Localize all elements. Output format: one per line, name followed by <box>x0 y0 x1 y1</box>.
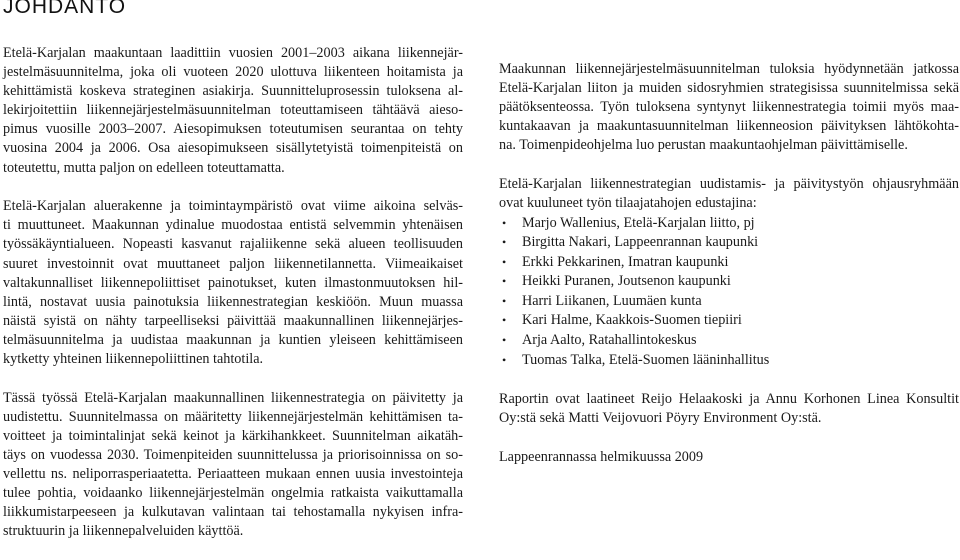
text-line: liikkumistarpeeseen ja kulkutavan valintaan tai tehostamalla nykyisen infra- <box>3 504 463 521</box>
text-line: päätöksenteossa. Työn tuloksena syntynyt liikennestrategia toimii myös maa- <box>499 99 959 116</box>
text-line: ti muuttuneet. Maakunnan ydinalue muodostaa entistä selvemmin yhtenäisen <box>3 217 463 234</box>
usage-paragraph <box>499 60 959 155</box>
text-line: Etelä-Karjalan liiton ja muiden sidosryhmien strategisissa suunnitelmissa sekä <box>499 80 959 97</box>
text-line: voitteet ja toimintalinjat sekä keinot ja kärkihankkeet. Suunnitelman aikatäh- <box>3 427 463 444</box>
text-line: pimus vuosille 2003–2007. Aiesopimuksen toteutumisen seurantaa on tehty <box>3 121 463 138</box>
list-item <box>499 331 959 351</box>
text-line: suuret investoinnit ovat muuttaneet paljon liikennetilannetta. Viimeaikaiset <box>3 255 463 272</box>
text-line: Maakunnan liikennejärjestelmäsuunnitelman tuloksia hyödynnetään jatkossa <box>499 61 959 77</box>
text-line: struktuurin ja liikennepalveluiden käyttöä. <box>3 523 244 540</box>
text-line: Etelä-Karjalan liikennestrategian uudistamis- ja päivitystyön ohjausryhmään <box>499 176 959 193</box>
steering-group-list <box>499 213 959 370</box>
text-line: vuosina 2004 ja 2006. Osa aiesopimukseen sisällytetyistä toimenpiteistä on <box>3 140 463 157</box>
text-line: lekirjoitettiin liikennejärjestelmäsuunnitelman toteuttamiseen tähtäävä aieso- <box>3 102 463 119</box>
list-item <box>499 272 959 292</box>
context-paragraph <box>3 197 463 369</box>
right-column <box>499 60 959 467</box>
list-item <box>499 350 959 370</box>
list-item <box>499 213 959 233</box>
signoff-line: Lappeenrannassa helmikuussa 2009 <box>499 448 704 465</box>
text-line: täys on vuodessa 2030. Toimenpiteiden suunnittelussa ja priorisoinnissa on so- <box>3 446 463 463</box>
bullet-icon: • <box>502 254 507 269</box>
text-line: kytketty yhteinen liikennepoliittinen tahtotila. <box>3 351 264 367</box>
text-line: telmäsuunnitelma ja uudistaa maakunnan ja kuntien yleiseen kehittämiseen <box>3 331 463 348</box>
text-line: ovat kuuluneet työn tilaajatahojen edustajina: <box>499 195 757 212</box>
left-column <box>3 44 463 541</box>
bullet-icon: • <box>502 215 507 230</box>
bullet-icon: • <box>502 333 507 348</box>
text-line: Tässä työssä Etelä-Karjalan maakunnallinen liikennestrategia on päivitetty ja <box>3 389 463 406</box>
text-line: Raportin ovat laatineet Reijo Helaakoski ja Annu Korhonen Linea Konsultit <box>499 391 959 407</box>
text-line: lintä, nostavat uusia painotuksia liikennestrategian keskiöön. Muun muassa <box>3 293 463 310</box>
text-line: uudistettu. Suunnitelmassa on määritetty liikennejärjestelmän kehittämisen ta- <box>3 408 463 425</box>
text-line: Etelä-Karjalan maakuntaan laadittiin vuosien 2001–2003 aikana liikennejär- <box>3 45 463 61</box>
scope-paragraph <box>3 389 463 542</box>
text-line: toteutettu, mutta paljon on edelleen toteuttamatta. <box>3 159 285 176</box>
text-line: Oy:stä sekä Matti Veijovuori Pöyry Environment Oy:stä. <box>499 410 822 427</box>
list-item <box>499 252 959 272</box>
member-name: Kari Halme, Kaakkois-Suomen tiepiiri <box>522 312 742 329</box>
member-name: Erkki Pekkarinen, Imatran kaupunki <box>522 253 729 270</box>
text-line: kuntakaavan ja maakuntasuunnitelman liikenneosion päivityksen lähtökohta- <box>499 118 959 135</box>
text-line: tulee pohtia, voidaanko liikennejärjestelmän ongelmia ratkaista vaikuttamalla <box>3 485 463 502</box>
member-name: Heikki Puranen, Joutsenon kaupunki <box>522 273 731 290</box>
text-line: vellettu ns. neliporrasperiaatetta. Periaatteen mukaan ennen uusia investointeja <box>3 466 463 483</box>
steering-group-paragraph <box>499 175 959 213</box>
bullet-icon: • <box>502 235 507 250</box>
bullet-icon: • <box>502 352 507 367</box>
text-line: jestelmäsuunnitelma, joka oli vuoteen 2020 ulottuva liikenteen hoitamista ja <box>3 64 463 81</box>
text-line: työssäkäyntialueen. Nopeasti kasvanut rajaliikenne sekä alueen teollisuuden <box>3 236 463 253</box>
text-line: na. Toimenpideohjelma luo perustan maakuntaohjelman päivittämiselle. <box>499 137 908 154</box>
bullet-icon: • <box>502 293 507 308</box>
list-item <box>499 233 959 253</box>
bullet-icon: • <box>502 313 507 328</box>
intro-paragraph <box>3 44 463 178</box>
bullet-icon: • <box>502 274 507 289</box>
member-name: Harri Liikanen, Luumäen kunta <box>522 292 702 309</box>
text-line: Etelä-Karjalan aluerakenne ja toimintaympäristö ovat viime aikoina selväs- <box>3 198 463 215</box>
member-name: Marjo Wallenius, Etelä-Karjalan liitto, pj <box>522 214 755 231</box>
authors-paragraph <box>499 390 959 428</box>
member-name: Birgitta Nakari, Lappeenrannan kaupunki <box>522 234 759 251</box>
list-item <box>499 311 959 331</box>
member-name: Arja Aalto, Ratahallintokeskus <box>522 332 697 349</box>
member-name: Tuomas Talka, Etelä-Suomen lääninhallitus <box>522 351 770 368</box>
page-title: JOHDANTO <box>3 0 127 18</box>
list-item <box>499 292 959 312</box>
text-line: näistä syistä on nähty tarpeelliseksi päivittää maakunnallinen liikennejärjes- <box>3 312 463 329</box>
text-line: valtakunnalliset liikennepoliittiset painotukset, kuten ilmastonmuutoksen hil- <box>3 274 463 291</box>
text-line: kehittämistä koskeva strateginen asiakirja. Suunnitteluprosessin tuloksena al- <box>3 83 463 100</box>
